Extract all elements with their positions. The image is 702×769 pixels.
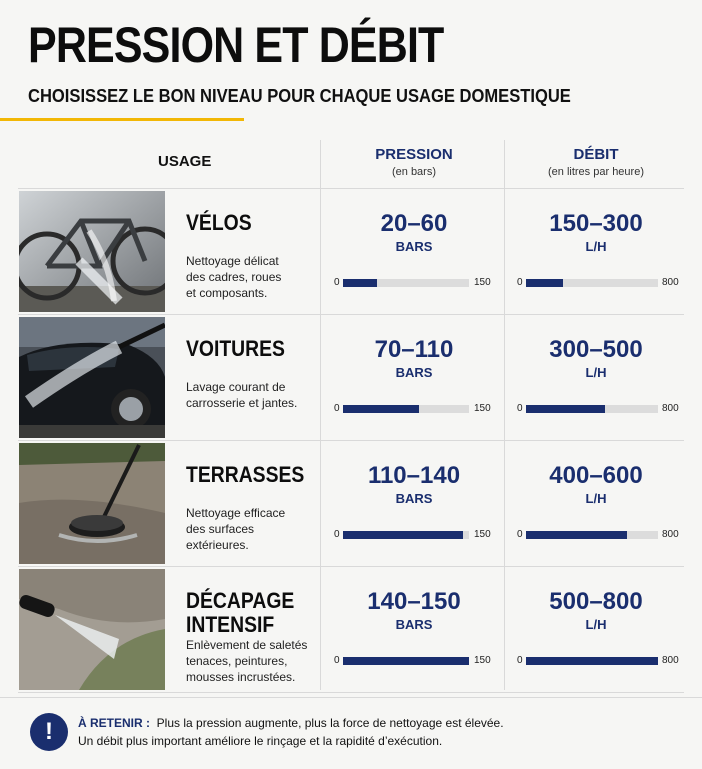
debit-unit: L/H <box>585 239 607 254</box>
table-row <box>18 189 684 315</box>
reminder-label: À RETENIR : <box>78 716 150 730</box>
debit-range: 500–800 <box>549 588 643 615</box>
table-row <box>18 567 684 693</box>
gauge-fill <box>526 405 605 413</box>
pression-gauge <box>334 655 504 667</box>
pression-unit: BARS <box>395 365 433 380</box>
gauge-max-label: 150 <box>474 403 491 414</box>
terrace-cleaning-photo <box>19 443 165 564</box>
gauge-track <box>526 531 658 539</box>
table-header <box>18 140 684 189</box>
debit-gauge <box>517 529 687 541</box>
usage-description: Lavage courant de carrosserie et jantes. <box>186 380 298 410</box>
usage-description: Nettoyage délicat des cadres, roues et composants. <box>186 254 282 300</box>
gauge-fill <box>343 531 463 539</box>
gauge-track <box>343 405 469 413</box>
gauge-max-label: 800 <box>662 655 679 666</box>
pression-range: 20–60 <box>380 210 448 237</box>
debit-range: 400–600 <box>549 462 643 489</box>
bicycle-wash-photo <box>19 191 165 312</box>
pression-range: 70–110 <box>374 336 454 363</box>
gauge-track <box>343 531 469 539</box>
pression-value <box>324 211 504 254</box>
debit-range: 300–500 <box>549 336 643 363</box>
gauge-min-label: 0 <box>517 403 523 414</box>
debit-value <box>506 337 686 380</box>
usage-title: DÉCAPAGE INTENSIF <box>186 588 295 637</box>
table-row <box>18 315 684 441</box>
usage-title: VÉLOS <box>186 210 252 235</box>
debit-unit: L/H <box>585 365 607 380</box>
pression-gauge <box>334 529 504 541</box>
gauge-max-label: 150 <box>474 655 491 666</box>
reminder-line-2: Un débit plus important améliore le rinçage et la rapidité d’exécution. <box>78 734 443 748</box>
gauge-fill <box>526 279 563 287</box>
gauge-track <box>526 657 658 665</box>
page-title: PRESSION ET DÉBIT <box>28 17 444 73</box>
header-debit <box>506 146 686 178</box>
gauge-min-label: 0 <box>334 277 340 288</box>
debit-value <box>506 463 686 506</box>
header-usage: USAGE <box>158 153 212 170</box>
usage-title: TERRASSES <box>186 462 305 487</box>
gauge-min-label: 0 <box>517 655 523 666</box>
pression-range: 110–140 <box>367 462 461 489</box>
accent-underline <box>0 118 244 121</box>
gauge-track <box>526 405 658 413</box>
debit-unit: L/H <box>585 617 607 632</box>
pression-unit: BARS <box>395 491 433 506</box>
intensive-stripping-photo <box>19 569 165 690</box>
reminder-text <box>78 714 504 750</box>
pression-unit: BARS <box>395 617 433 632</box>
pression-range: 140–150 <box>367 588 461 615</box>
usage-description: Nettoyage efficace des surfaces extérieures. <box>186 506 286 552</box>
reminder-note <box>0 697 702 769</box>
pression-gauge <box>334 403 504 415</box>
gauge-min-label: 0 <box>517 277 523 288</box>
header-pression-unit: (en bars) <box>391 166 437 178</box>
gauge-max-label: 800 <box>662 277 679 288</box>
header-pression <box>324 146 504 178</box>
gauge-max-label: 150 <box>474 277 491 288</box>
pression-value <box>324 337 504 380</box>
debit-gauge <box>517 277 687 289</box>
gauge-fill <box>526 657 658 665</box>
gauge-max-label: 800 <box>662 529 679 540</box>
gauge-max-label: 800 <box>662 403 679 414</box>
exclamation-icon: ! <box>30 713 68 751</box>
pression-unit: BARS <box>395 239 433 254</box>
gauge-fill <box>343 279 377 287</box>
gauge-track <box>526 279 658 287</box>
car-wash-photo <box>19 317 165 438</box>
header-debit-title: DÉBIT <box>573 146 619 163</box>
gauge-fill <box>343 657 469 665</box>
gauge-min-label: 0 <box>334 403 340 414</box>
pression-value <box>324 589 504 632</box>
usage-description: Enlèvement de saletés tenaces, peintures, mousses incrustées. <box>186 638 308 684</box>
gauge-track <box>343 657 469 665</box>
debit-unit: L/H <box>585 491 607 506</box>
debit-value <box>506 589 686 632</box>
header-pression-title: PRESSION <box>375 146 453 163</box>
gauge-fill <box>526 531 627 539</box>
gauge-max-label: 150 <box>474 529 491 540</box>
comparison-table <box>18 140 684 693</box>
reminder-line-1: Plus la pression augmente, plus la force de nettoyage est élevée. <box>156 716 504 730</box>
table-row <box>18 441 684 567</box>
usage-title: VOITURES <box>186 336 285 361</box>
debit-gauge <box>517 655 687 667</box>
gauge-min-label: 0 <box>334 529 340 540</box>
header-debit-unit: (en litres par heure) <box>548 166 644 178</box>
debit-gauge <box>517 403 687 415</box>
gauge-min-label: 0 <box>517 529 523 540</box>
pression-value <box>324 463 504 506</box>
pression-gauge <box>334 277 504 289</box>
debit-value <box>506 211 686 254</box>
gauge-fill <box>343 405 419 413</box>
debit-range: 150–300 <box>549 210 643 237</box>
gauge-min-label: 0 <box>334 655 340 666</box>
page-subtitle: CHOISISSEZ LE BON NIVEAU POUR CHAQUE USAGE DOMESTIQUE <box>28 86 571 106</box>
gauge-track <box>343 279 469 287</box>
